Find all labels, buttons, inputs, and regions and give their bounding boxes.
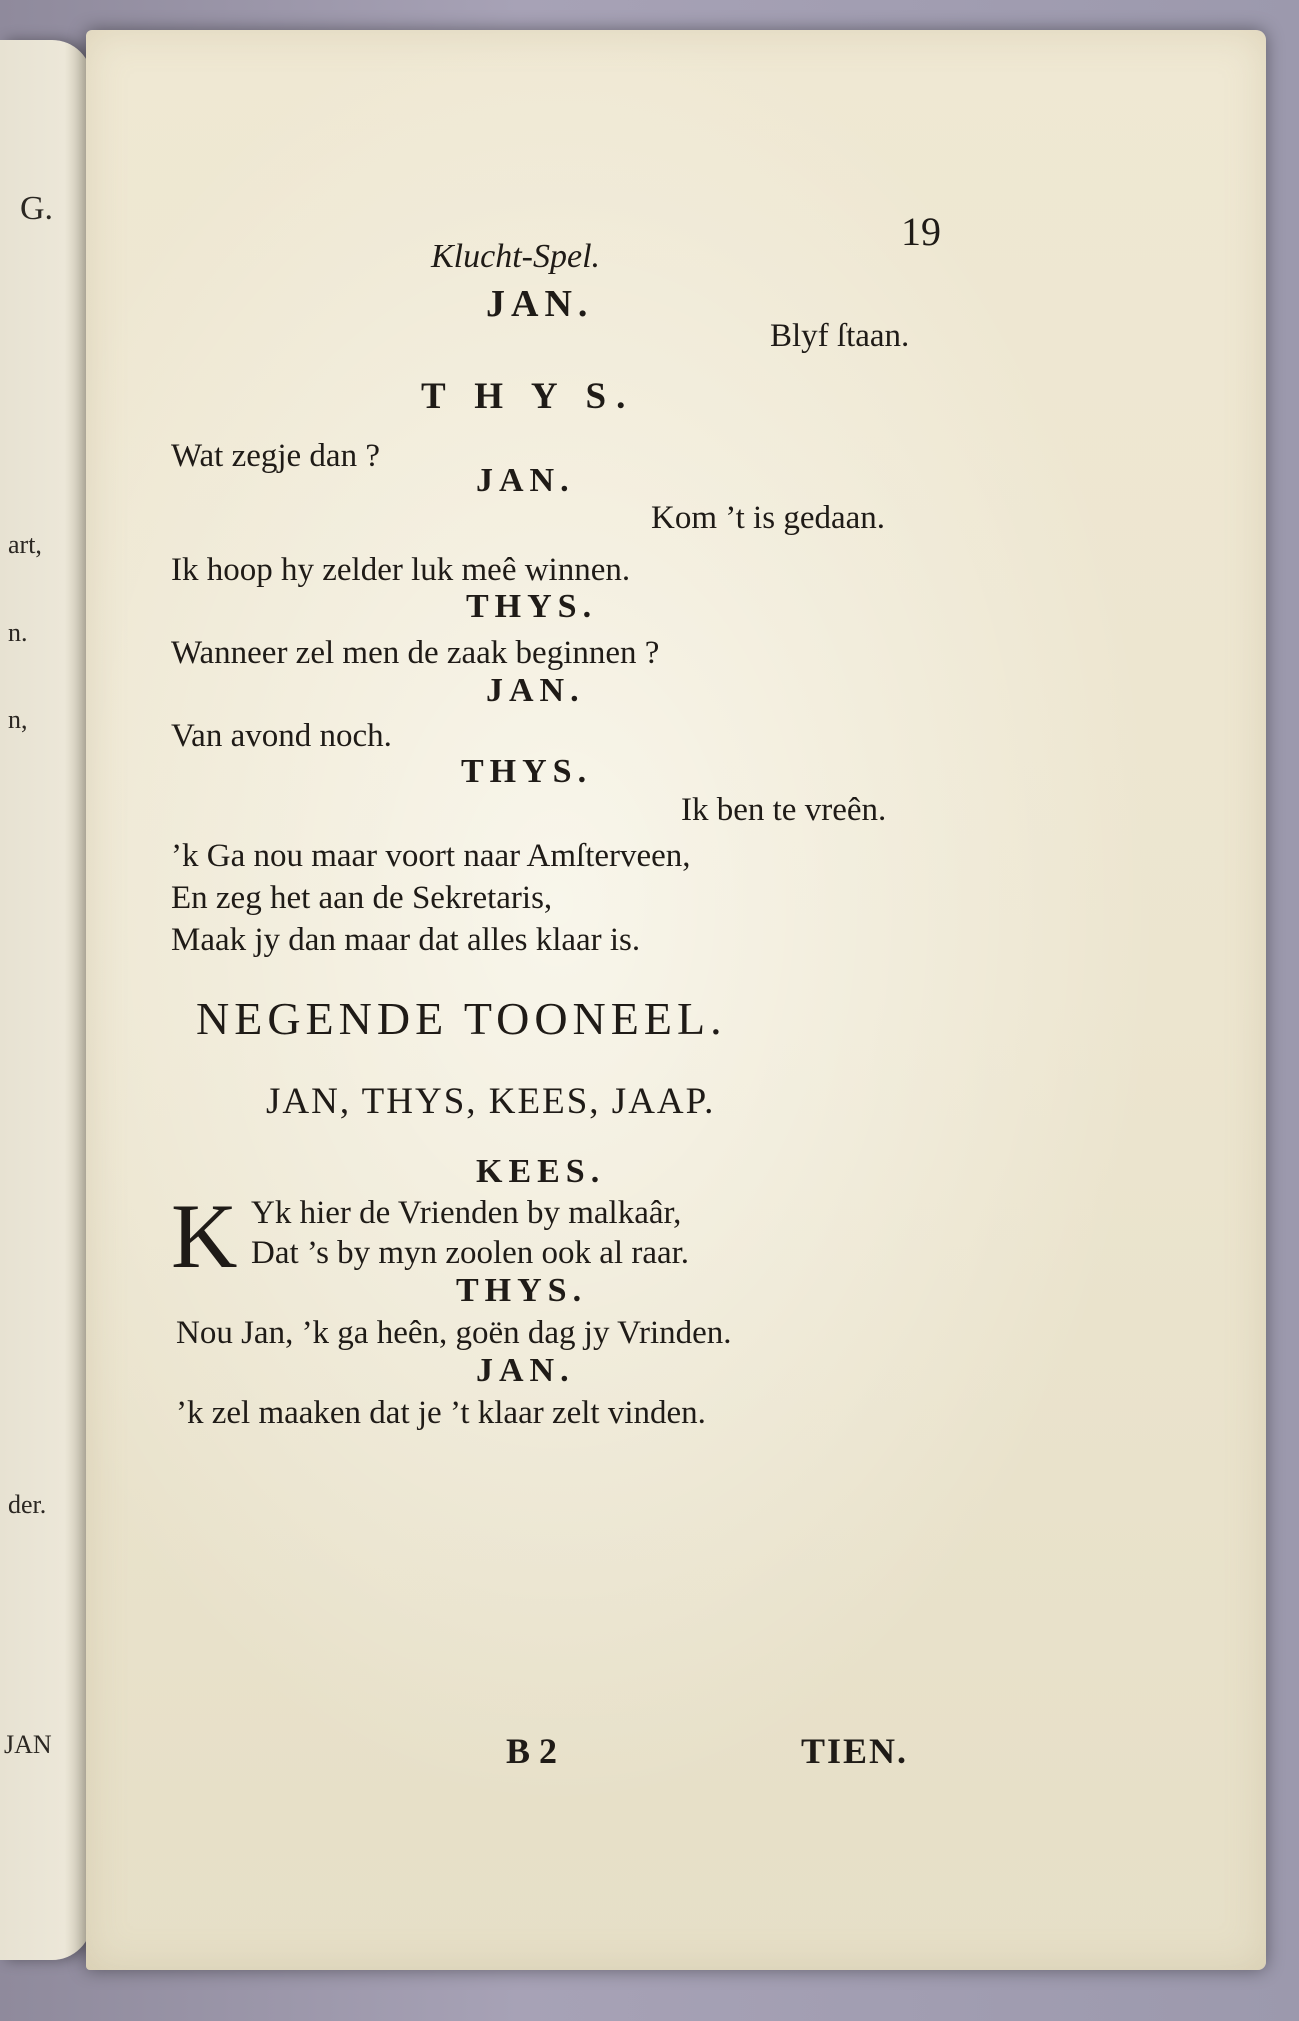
dialogue-line: Wanneer zel men de zaak beginnen ?: [171, 635, 660, 671]
book-page: [86, 30, 1266, 1970]
dialogue-line: Van avond noch.: [171, 718, 392, 754]
dialogue-line: ’k zel maaken dat je ’t klaar zelt vinden.: [176, 1395, 706, 1431]
left-fragment: der.: [8, 1490, 47, 1519]
speaker-thys: THYS.: [456, 1272, 588, 1309]
dialogue-line: Wat zegje dan ?: [171, 438, 380, 474]
catchword: TIEN.: [801, 1731, 909, 1771]
running-title: Klucht-Spel.: [431, 238, 601, 275]
speaker-jan: JAN.: [476, 462, 575, 499]
scene-title: NEGENDE TOONEEL.: [196, 993, 727, 1044]
speaker-thys: THYS.: [466, 588, 598, 625]
dialogue-line: ’k Ga nou maar voort naar Amſterveen,: [171, 838, 691, 874]
speaker-jan: JAN.: [486, 283, 594, 325]
speaker-jan: JAN.: [476, 1352, 575, 1389]
left-fragment: art,: [8, 530, 42, 559]
dialogue-line: Yk hier de Vrienden by malkaâr,: [251, 1195, 682, 1231]
dialogue-line: Blyf ſtaan.: [770, 318, 910, 354]
dialogue-line: Dat ’s by myn zoolen ook al raar.: [251, 1235, 690, 1271]
left-fragment: n.: [8, 618, 28, 647]
dialogue-line: Kom ’t is gedaan.: [651, 500, 886, 536]
scene-characters: JAN, THYS, KEES, JAAP.: [266, 1081, 716, 1122]
left-fragment: n,: [8, 705, 28, 734]
speaker-thys: T H Y S.: [421, 376, 636, 417]
signature-mark: B 2: [506, 1731, 558, 1771]
dialogue-line: Ik ben te vreên.: [681, 792, 887, 828]
left-fragment: G.: [20, 190, 54, 227]
dialogue-line: Maak jy dan maar dat alles klaar is.: [171, 922, 641, 958]
left-fragment: JAN: [4, 1730, 52, 1759]
speaker-thys: THYS.: [461, 753, 593, 790]
speaker-jan: JAN.: [486, 672, 585, 709]
dialogue-line: Nou Jan, ’k ga heên, goën dag jy Vrinden.: [176, 1315, 732, 1351]
speaker-kees: KEES.: [476, 1153, 606, 1190]
dialogue-line: En zeg het aan de Sekretaris,: [171, 880, 553, 916]
left-page-edge: [0, 40, 92, 1960]
dialogue-line: Ik hoop hy zelder luk meê winnen.: [171, 552, 631, 588]
page-number: 19: [901, 209, 941, 254]
drop-capital: K: [171, 1185, 238, 1287]
